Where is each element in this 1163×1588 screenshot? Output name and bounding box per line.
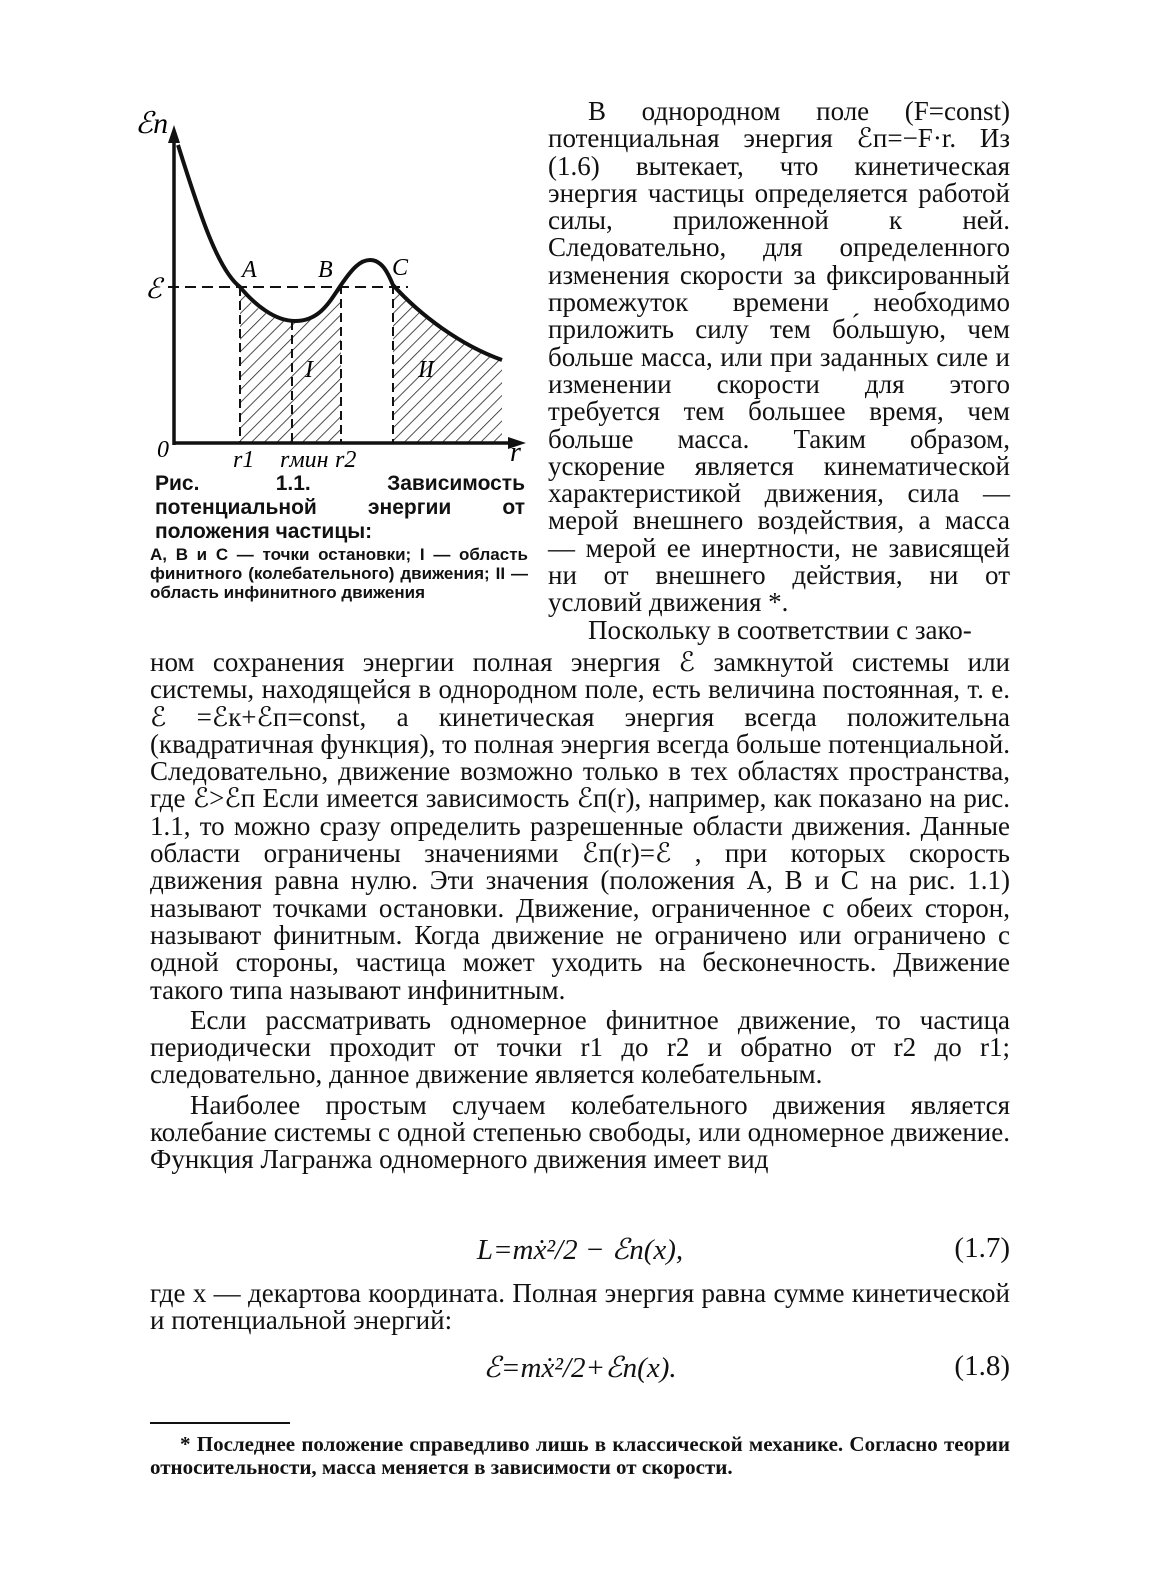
- axis-y-label: ℰп: [135, 107, 169, 140]
- paragraph-2-rest: ном сохранения энергии полная энергия ℰ замкнутой системы или системы, находящейся в однородном поле, есть величина постоянная, т. е. ℰ =ℰк+ℰп=const, а кинетическая энергия всегда положительна (квадратичная функция), то полная энергия всегда больше потенциальной. Следовательно, движение возможно только в тех областях пространства, где ℰ>ℰп Если имеется зависимость ℰп(r), например, как показано на рис. 1.1, то можно сразу определить разрешенные области движения. Данные области ограничены значениями ℰп(r)=ℰ , при которых скорость движения равна нулю. Эти значения (положения A, B и C на рис. 1.1) называют точками остановки. Движение, ограниченное с обеих сторон, называют финитным. Когда движение не ограничено или ограничено с одной стороны, частица может уходить на бесконечность. Движение такого типа называют инфинитным.: [150, 647, 1010, 1005]
- footnote: [150, 1433, 1010, 1479]
- equation-formula: L=mẋ²/2 − ℰп(x),: [476, 1234, 684, 1266]
- point-label-c: C: [392, 255, 409, 281]
- tick-label-r2: r2: [335, 447, 357, 473]
- figure-legend: A, B и C — точки остановки; I — область финитного (колебательного) движения; II — область инфинитного движения: [150, 545, 528, 602]
- footnote-rule: [150, 1422, 290, 1424]
- point-label-b: B: [318, 257, 333, 283]
- region-ii-hatch: [393, 285, 502, 442]
- paragraph-2-start: Поскольку в соответствии с зако-: [588, 614, 972, 645]
- figure-caption: Рис. 1.1. Зависимость потенциальной энергии от положения частицы:: [155, 472, 525, 543]
- after-equation-text: [150, 1280, 1010, 1335]
- equation-1-8: [150, 1350, 1010, 1386]
- right-column-text: [548, 98, 1010, 644]
- origin-label: 0: [157, 437, 169, 463]
- point-label-a: A: [242, 257, 257, 283]
- axis-x-label: r: [510, 437, 521, 468]
- region-label-i: I: [305, 357, 313, 383]
- level-label: ℰ: [145, 274, 162, 305]
- tick-label-rmin: rмин: [280, 447, 329, 473]
- equation-formula: ℰ=mẋ²/2+ℰп(x).: [483, 1352, 677, 1384]
- figure-1-1: [130, 105, 540, 525]
- paragraph-1: В однородном поле (F=const) потенциальная энергия ℰп=−F·r. Из (1.6) вытекает, что кинетическая энергия частицы определяется работой силы, приложенной к ней. Следовательно, для определенного изменения скорости за фиксированный промежуток времени необходимо приложить силу тем бо́льшую, чем больше масса, или при заданных силе и изменении скорости для этого требуется тем большее время, чем больше масса. Таким образом, ускорение является кинематической характеристикой движения, сила — мерой внешнего воздействия, а масса — мерой ее инертности, не зависящей ни от внешнего действия, ни от условий движения *.: [548, 96, 1010, 618]
- potential-energy-plot: [130, 105, 540, 485]
- y-axis-arrow: [168, 125, 180, 143]
- footnote-text: * Последнее положение справедливо лишь в классической механике. Согласно теории относительности, масса меняется в зависимости от скорости.: [150, 1432, 1010, 1479]
- equation-number: (1.7): [954, 1232, 1010, 1264]
- region-label-ii: II: [418, 357, 434, 383]
- equation-1-7: [150, 1232, 1010, 1268]
- paragraph-4: Наиболее простым случаем колебательного движения является колебание системы с одной степенью свободы, или одномерное движение. Функция Лагранжа одномерного движения имеет вид: [150, 1089, 1010, 1175]
- paragraph-5: где x — декартова координата. Полная энергия равна сумме кинетической и потенциальной энергий:: [150, 1278, 1010, 1336]
- tick-label-r1: r1: [233, 447, 255, 473]
- paragraph-3: Если рассматривать одномерное финитное движение, то частица периодически проходит от точки r1 до r2 и обратно от r2 до r1; следовательно, данное движение является колебательным.: [150, 1004, 1010, 1090]
- main-body-text: [150, 649, 1010, 1174]
- equation-number: (1.8): [954, 1350, 1010, 1382]
